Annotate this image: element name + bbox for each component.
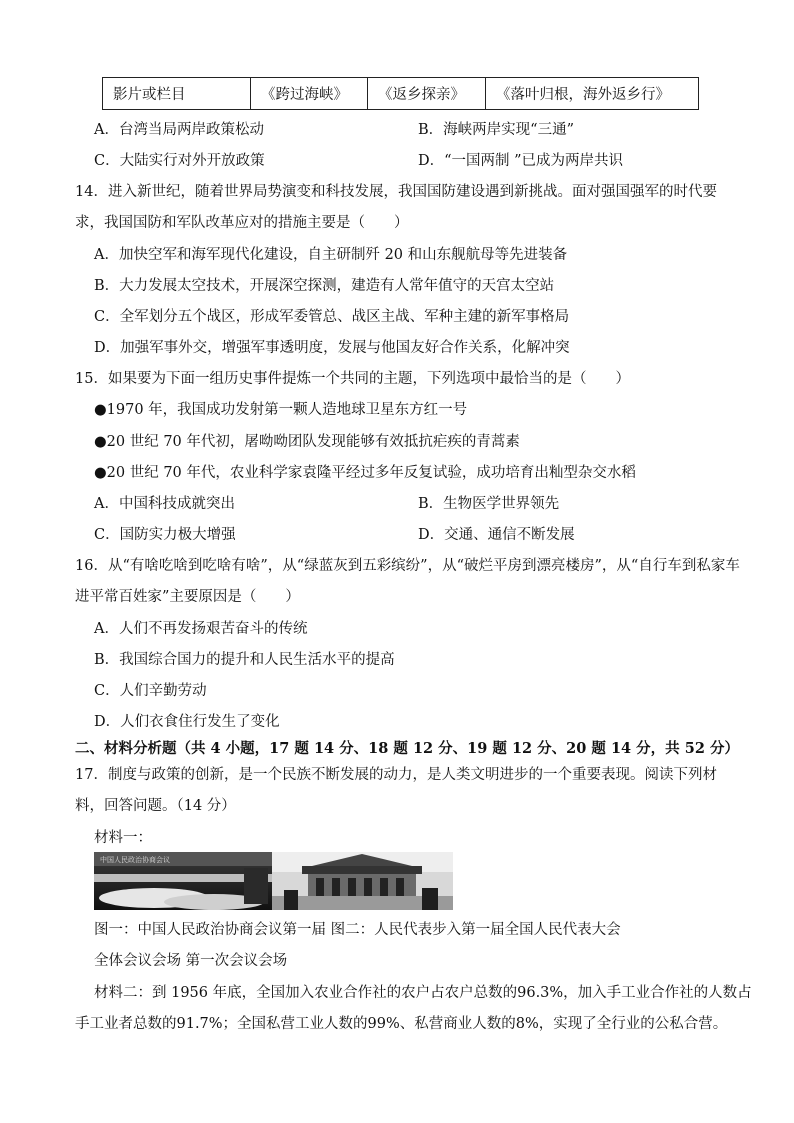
q13-option-b: B．海峡两岸实现“三通” — [418, 122, 574, 138]
q14-stem-line1: 14．进入新世纪，随着世界局势演变和科技发展，我国国防建设遇到新挑战。面对强国强军的时代要 — [75, 184, 717, 200]
photo-banner-text: 中国人民政治协商会议 — [100, 856, 170, 864]
q13-option-c: C．大陆实行对外开放政策 — [94, 153, 265, 169]
table-cell: 《落叶归根，海外返乡行》 — [486, 78, 699, 110]
q13-option-a: A．台湾当局两岸政策松动 — [94, 122, 264, 138]
figure-caption-line1: 图一：中国人民政治协商会议第一届 图二：人民代表步入第一届全国人民代表大会 — [94, 922, 621, 938]
material2-line1: 材料二：到 1956 年底，全国加入农业合作社的农户占农户总数的96.3%，加入手工业合作社的人数占 — [94, 985, 752, 1001]
q14-stem-line2: 求，我国国防和军队改革应对的措施主要是（ ） — [75, 215, 409, 231]
q16-stem-line2: 进平常百姓家”主要原因是（ ） — [75, 589, 300, 605]
q15-option-d: D．交通、通信不断发展 — [418, 527, 575, 543]
table-row — [103, 78, 699, 110]
q14-option-c: C．全军划分五个战区，形成军委管总、战区主战、军种主建的新军事格局 — [94, 309, 570, 325]
material1-label: 材料一： — [94, 830, 152, 846]
q17-stem-line2: 料，回答问题。（14 分） — [75, 798, 236, 814]
q15-option-a: A．中国科技成就突出 — [94, 496, 235, 512]
figure-caption-line2: 全体会议会场 第一次会议会场 — [94, 953, 288, 969]
q16-option-a: A．人们不再发扬艰苦奋斗的传统 — [94, 621, 308, 637]
photo-npc-session — [272, 852, 453, 910]
material2-line2: 手工业者总数的91.7%；全国私营工业人数的99%、私营商业人数的8%，实现了全行业的公私合营。 — [75, 1016, 728, 1032]
q14-option-d: D．加强军事外交，增强军事透明度，发展与他国友好合作关系，化解冲突 — [94, 340, 570, 356]
q17-stem-line1: 17．制度与政策的创新，是一个民族不断发展的动力，是人类文明进步的一个重要表现。阅读下列材 — [75, 767, 717, 783]
q16-stem-line1: 16．从“有啥吃啥到吃啥有啥”，从“绿蓝灰到五彩缤纷”，从“破烂平房到漂亮楼房”，从“自行车到私家车 — [75, 558, 740, 574]
q16-option-c: C．人们辛勤劳动 — [94, 683, 207, 699]
q15-bullet-1: ●1970 年，我国成功发射第一颗人造地球卫星东方红一号 — [94, 402, 468, 418]
section-heading: 二、材料分析题（共 4 小题，17 题 14 分、18 题 12 分、19 题 12 分、20 题 14 分，共 52 分） — [75, 740, 739, 757]
q16-option-d: D．人们衣食住行发生了变化 — [94, 714, 280, 730]
q15-option-c: C．国防实力极大增强 — [94, 527, 236, 543]
table-cell: 《跨过海峡》 — [251, 78, 368, 110]
q14-option-b: B．大力发展太空技术，开展深空探测，建造有人常年值守的天宫太空站 — [94, 278, 555, 294]
q15-bullet-3: ●20 世纪 70 年代，农业科学家袁隆平经过多年反复试验，成功培育出籼型杂交水稻 — [94, 465, 636, 481]
q15-option-b: B．生物医学世界领先 — [418, 496, 560, 512]
q14-option-a: A．加快空军和海军现代化建设，自主研制歼 20 和山东舰航母等先进装备 — [94, 247, 568, 263]
q13-option-d: D．“一国两制 ”已成为两岸共识 — [418, 153, 624, 169]
photo-cppcc-session — [94, 852, 272, 910]
q16-option-b: B．我国综合国力的提升和人民生活水平的提高 — [94, 652, 395, 668]
table-cell: 《返乡探亲》 — [368, 78, 486, 110]
film-table — [102, 77, 699, 110]
q15-stem: 15．如果要为下面一组历史事件提炼一个共同的主题，下列选项中最恰当的是（ ） — [75, 371, 630, 387]
table-cell: 影片或栏目 — [103, 78, 251, 110]
q15-bullet-2: ●20 世纪 70 年代初，屠呦呦团队发现能够有效抵抗疟疾的青蒿素 — [94, 434, 520, 450]
